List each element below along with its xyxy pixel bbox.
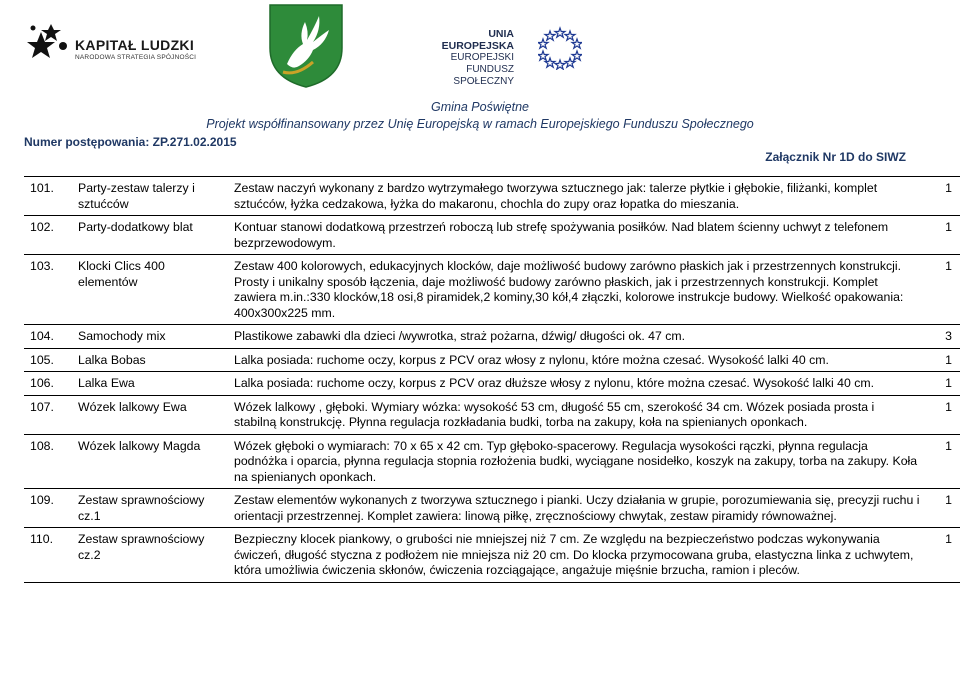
item-description: Wózek głęboki o wymiarach: 70 x 65 x 42 cm. Typ głęboko-spacerowy. Regulacja wysokości rączki, płynna regulacja podnóżka i oparcia, płynna regulacja stopnia rozłożenia budki, wyciągane nosidełko, koszyk na zakupy, torba na zakupy. Koła na spienianych oponkach. [230,434,924,489]
document-header [0,0,960,175]
item-number: 103. [24,255,74,325]
item-name: Zestaw sprawnościowy cz.2 [74,528,230,583]
project-info [0,99,960,133]
table-row [24,325,960,349]
gmina-name: Gmina Poświętne [431,100,529,114]
table-row [24,395,960,434]
gmina-crest-icon [269,4,343,88]
item-description: Wózek lalkowy , głęboki. Wymiary wózka: wysokość 53 cm, długość 55 cm, szerokość 34 cm. Wózek posiada prosta i stabilną konstrukcję. Płynna regulacja rozkładania budki, torba na zakupy, koła na spienianych oponkach. [230,395,924,434]
item-quantity: 1 [924,255,960,325]
kapital-ludzki-title: KAPITAŁ LUDZKI [75,37,195,53]
item-number: 108. [24,434,74,489]
item-name: Wózek lalkowy Magda [74,434,230,489]
project-funding-line: Projekt współfinansowany przez Unię Europejską w ramach Europejskiego Funduszu Społecznego [206,117,754,131]
attachment-label: Załącznik Nr 1D do SIWZ [765,150,906,164]
item-quantity: 3 [924,325,960,349]
table-row [24,348,960,372]
item-quantity: 1 [924,489,960,528]
item-number: 106. [24,372,74,396]
item-number: 107. [24,395,74,434]
item-name: Lalka Ewa [74,372,230,396]
table-row [24,489,960,528]
item-quantity: 1 [924,395,960,434]
item-description: Zestaw naczyń wykonany z bardzo wytrzymałego tworzywa sztucznego jak: talerze płytkie i głębokie, filiżanki, komplet sztućców, łyżka cedzakowa, łyżka do makaronu, chochla do zupy oraz łopatka do mieszania. [230,177,924,216]
item-description: Zestaw elementów wykonanych z tworzywa sztucznego i pianki. Uczy działania w grupie, porozumiewania się, precyzji ruchu i orientacji przestrzennej. Komplet zawiera: linową piłkę, zręcznościowy chwytak, zestaw piramidy równoważnej. [230,489,924,528]
item-quantity: 1 [924,528,960,583]
item-description: Lalka posiada: ruchome oczy, korpus z PCV oraz włosy z nylonu, które można czesać. Wysokość lalki 40 cm. [230,348,924,372]
item-quantity: 1 [924,177,960,216]
kapital-ludzki-subtitle: NARODOWA STRATEGIA SPÓJNOŚCI [75,54,197,61]
items-table [24,176,960,583]
item-name: Samochody mix [74,325,230,349]
eu-logo [416,28,576,87]
item-name: Klocki Clics 400 elementów [74,255,230,325]
item-number: 109. [24,489,74,528]
item-number: 105. [24,348,74,372]
item-description: Lalka posiada: ruchome oczy, korpus z PCV oraz dłuższe włosy z nylonu, które można czesać. Wysokość lalki 40 cm. [230,372,924,396]
item-description: Kontuar stanowi dodatkową przestrzeń roboczą lub strefę spożywania posiłków. Nad blatem ścienny uchwyt z telefonem bezprzewodowym. [230,216,924,255]
item-name: Party-zestaw talerzy i sztućców [74,177,230,216]
item-description: Bezpieczny klocek piankowy, o grubości nie mniejszej niż 7 cm. Ze względu na bezpieczeństwo podczas wykonywania ćwiczeń, długość styczna z podłożem nie mniejsza niż 20 cm. Do klocka przymocowana gruba, elastyczna linka z uchwytem, która umożliwia ćwiczenia skłonów, ćwiczenia rozciągające, angażuje mięśnie brzucha, ramion i pleców. [230,528,924,583]
table-row [24,434,960,489]
table-row [24,177,960,216]
item-number: 101. [24,177,74,216]
item-quantity: 1 [924,216,960,255]
item-name: Wózek lalkowy Ewa [74,395,230,434]
item-number: 102. [24,216,74,255]
eu-line-1: UNIA EUROPEJSKA [441,28,514,52]
item-description: Plastikowe zabawki dla dzieci /wywrotka, straż pożarna, dźwig/ długości ok. 47 cm. [230,325,924,349]
item-number: 104. [24,325,74,349]
table-row [24,255,960,325]
item-name: Lalka Bobas [74,348,230,372]
eu-line-2: EUROPEJSKI [450,52,514,63]
eu-stars-icon [538,26,582,70]
procedure-number: Numer postępowania: ZP.271.02.2015 [24,135,237,149]
item-quantity: 1 [924,434,960,489]
table-row [24,216,960,255]
item-name: Zestaw sprawnościowy cz.1 [74,489,230,528]
kapital-ludzki-star-icon [27,20,71,62]
item-description: Zestaw 400 kolorowych, edukacyjnych klocków, daje możliwość budowy zarówno płaskich jak i przestrzennych konstrukcji. Prosty i unikalny sposób łączenia, daje możliwość budowy zarówno płaskich, jak i przestrzennych konstrukcji. Komplet zawiera m.in.:330 klocków,18 osi,8 piramidek,2 kominy,30 kół,4 złączki, kolorowe instrukcje budowy. Wielkość opakowania: 400x300x225 mm. [230,255,924,325]
kapital-ludzki-logo [27,20,217,68]
eu-line-3: FUNDUSZ SPOŁECZNY [453,64,514,87]
item-quantity: 1 [924,348,960,372]
table-row [24,372,960,396]
table-row [24,528,960,583]
item-number: 110. [24,528,74,583]
item-name: Party-dodatkowy blat [74,216,230,255]
item-quantity: 1 [924,372,960,396]
